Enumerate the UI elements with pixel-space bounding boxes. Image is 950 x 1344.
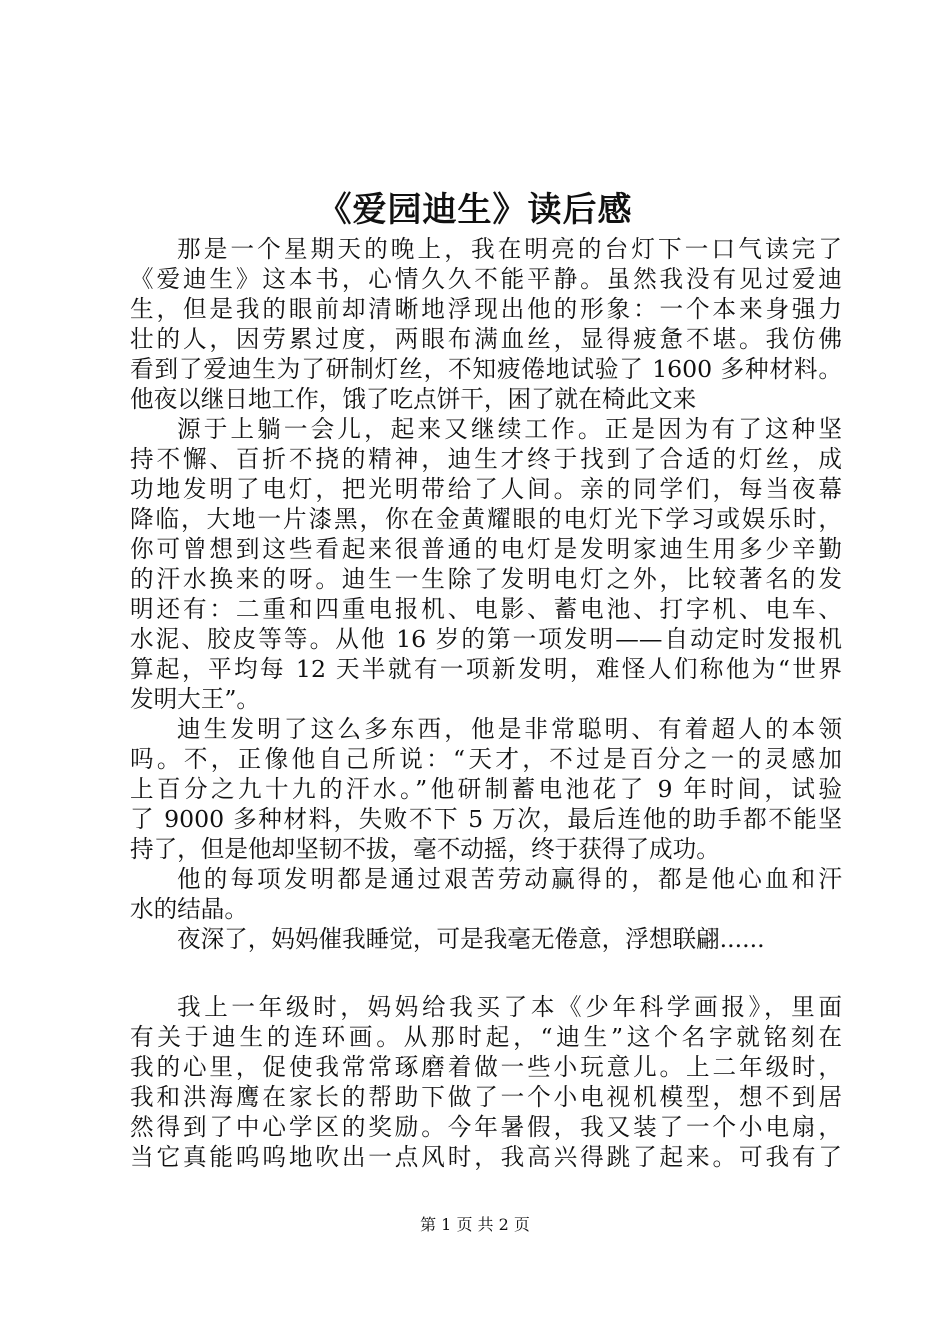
text-line: 《爱迪生》这本书，心情久久不能平静。虽然我没有见过爱迪 [130,265,842,293]
text-line: 发明大王”。 [130,685,261,713]
text-line: 夜深了，妈妈催我睡觉，可是我毫无倦意，浮想联翩...... [177,925,765,953]
text-line: 看到了爱迪生为了研制灯丝，不知疲倦地试验了 1600 多种材料。 [130,355,842,383]
document-body [130,234,842,1172]
text-line: 水的结晶。 [130,895,248,923]
text-line: 有关于迪生的连环画。从那时起，“迪生”这个名字就铭刻在 [130,1023,842,1051]
text-line: 功地发明了电灯，把光明带给了人间。亲的同学们，每当夜幕 [130,475,842,503]
text-line: 源于上躺一会儿，起来又继续工作。正是因为有了这种坚 [177,415,842,443]
page-footer: 第 1 页 共 2 页 [420,1215,530,1234]
text-line: 壮的人，因劳累过度，两眼布满血丝，显得疲惫不堪。我仿佛 [130,325,842,353]
document-title: 《爱园迪生》读后感 [317,190,633,230]
text-line: 降临，大地一片漆黑，你在金黄耀眼的电灯光下学习或娱乐时， [130,505,842,533]
text-line: 我的心里，促使我常常琢磨着做一些小玩意儿。上二年级时， [130,1053,842,1081]
text-line: 我和洪海鹰在家长的帮助下做了一个小电视机模型，想不到居 [130,1083,842,1111]
blank-line [130,954,842,992]
text-line: 他夜以继日地工作，饿了吃点饼干，困了就在椅此文来 [130,385,697,413]
text-line: 你可曾想到这些看起来很普通的电灯是发明家迪生用多少辛勤 [130,535,842,563]
text-line: 了 9000 多种材料，失败不下 5 万次，最后连他的助手都不能坚 [130,805,842,833]
text-line: 明还有：二重和四重电报机、电影、蓄电池、打字机、电车、 [130,595,842,623]
text-line: 生，但是我的眼前却清晰地浮现出他的形象：一个本来身强力 [130,295,842,323]
text-line: 当它真能呜呜地吹出一点风时，我高兴得跳了起来。可我有了 [130,1143,842,1171]
text-line: 那是一个星期天的晚上，我在明亮的台灯下一口气读完了 [177,235,842,263]
text-line: 迪生发明了这么多东西，他是非常聪明、有着超人的本领 [177,715,842,743]
text-line: 我上一年级时，妈妈给我买了本《少年科学画报》，里面 [177,993,842,1021]
text-line: 水泥、胶皮等等。从他 16 岁的第一项发明——自动定时发报机 [130,625,842,653]
text-line: 持了，但是他却坚韧不拔，毫不动摇，终于获得了成功。 [130,835,720,863]
text-line: 的汗水换来的呀。迪生一生除了发明电灯之外，比较著名的发 [130,565,842,593]
text-line: 算起，平均每 12 天半就有一项新发明，难怪人们称他为“世界 [130,655,842,683]
text-line: 上百分之九十九的汗水。”他研制蓄电池花了 9 年时间，试验 [130,775,842,803]
text-line: 他的每项发明都是通过艰苦劳动赢得的，都是他心血和汗 [177,865,842,893]
text-line: 吗。不，正像他自己所说：“天才，不过是百分之一的灵感加 [130,745,842,773]
text-line: 然得到了中心学区的奖励。今年暑假，我又装了一个小电扇， [130,1113,842,1141]
text-line: 持不懈、百折不挠的精神，迪生才终于找到了合适的灯丝，成 [130,445,842,473]
